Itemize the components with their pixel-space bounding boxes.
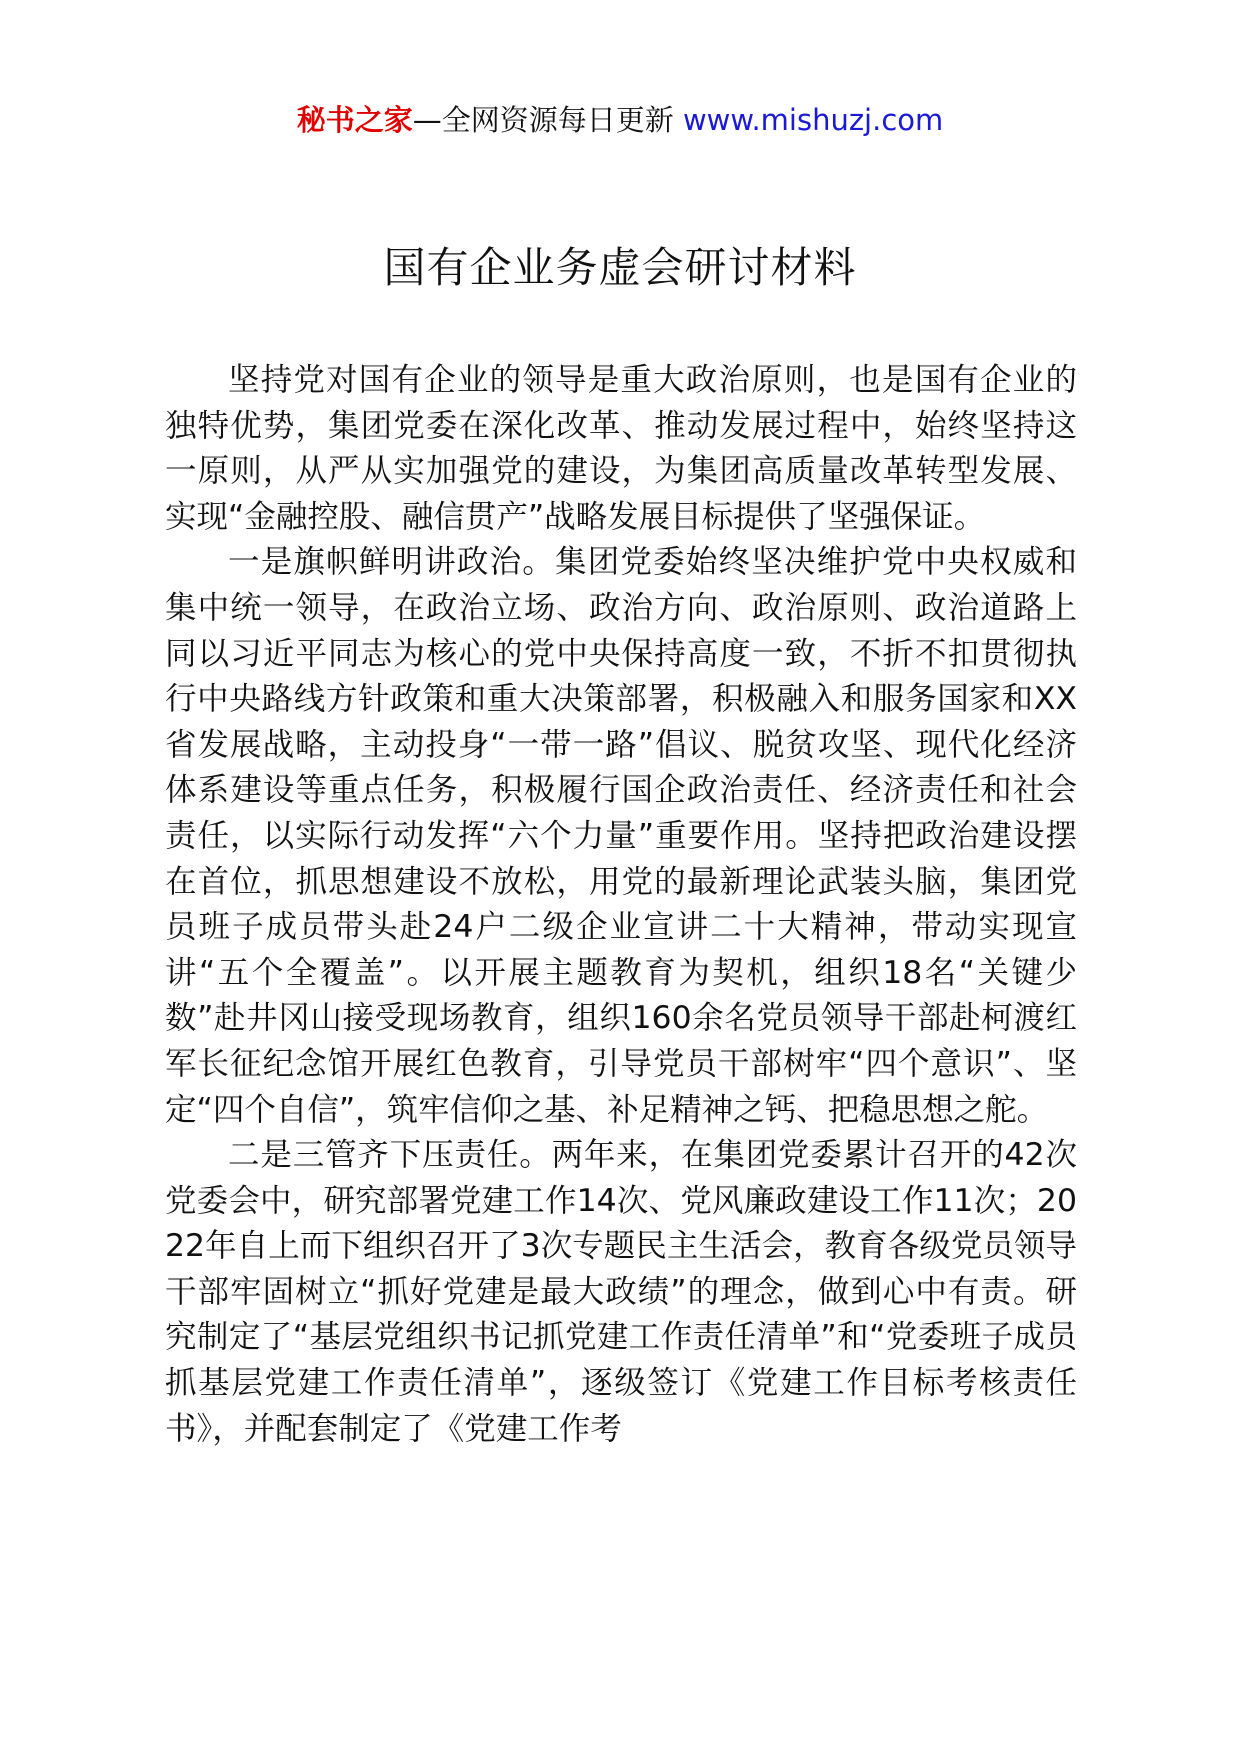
site-tagline: —全网资源每日更新 [412,103,683,137]
site-header [0,100,1240,140]
paragraph-politics: 一是旗帜鲜明讲政治。集团党委始终坚决维护党中央权威和集中统一领导，在政治立场、政治方向、政治原则、政治道路上同以习近平同志为核心的党中央保持高度一致，不折不扣贯彻执行中央路线方针政策和重大决策部署，积极融入和服务国家和XX省发展战略，主动投身“一带一路”倡议、脱贫攻坚、现代化经济体系建设等重点任务，积极履行国企政治责任、经济责任和社会责任，以实际行动发挥“六个力量”重要作用。坚持把政治建设摆在首位，抓思想建设不放松，用党的最新理论武装头脑，集团党员班子成员带头赴24户二级企业宣讲二十大精神，带动实现宣讲“五个全覆盖”。以开展主题教育为契机，组织18名“关键少数”赴井冈山接受现场教育，组织160余名党员领导干部赴柯渡红军长征纪念馆开展红色教育，引导党员干部树牢“四个意识”、坚定“四个自信”，筑牢信仰之基、补足精神之钙、把稳思想之舵。 [165,544,1077,1128]
site-url-link[interactable]: www.mishuzj.com [682,103,944,137]
document-title: 国有企业务虚会研讨材料 [383,243,857,292]
paragraph-intro: 坚持党对国有企业的领导是重大政治原则，也是国有企业的独特优势，集团党委在深化改革、推动发展过程中，始终坚持这一原则，从严从实加强党的建设，为集团高质量改革转型发展、实现“金融控股、融信贯产”战略发展目标提供了坚强保证。 [165,362,1077,535]
paragraph-responsibility: 二是三管齐下压责任。两年来，在集团党委累计召开的42次党委会中，研究部署党建工作14次、党风廉政建设工作11次；2022年自上而下组织召开了3次专题民主生活会，教育各级党员领导干部牢固树立“抓好党建是最大政绩”的理念，做到心中有责。研究制定了“基层党组织书记抓党建工作责任清单”和“党委班子成员抓基层党建工作责任清单”，逐级签订《党建工作目标考核责任书》，并配套制定了《党建工作考 [165,1137,1077,1447]
site-brand: 秘书之家 [296,103,413,137]
document-body [165,358,1077,1452]
